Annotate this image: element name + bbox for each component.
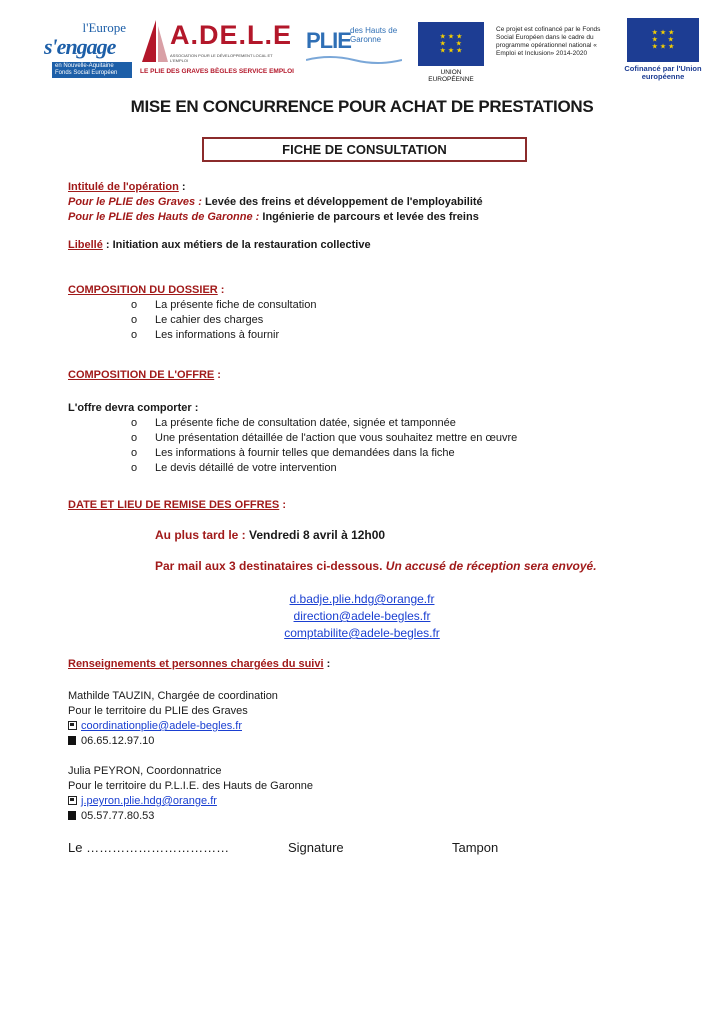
cofinance-text: Ce projet est cofinancé par le Fonds Social Européen dans le cadre du programme opérationnel national « Emploi et Inclusion» 2014-2020	[496, 26, 601, 57]
offre-heading-text: COMPOSITION DE L'OFFRE	[68, 369, 215, 381]
deadline-value: Vendredi 8 avril à 12h00	[249, 528, 386, 542]
list-item: o La présente fiche de consultation	[131, 298, 316, 313]
suivi-heading: Renseignements et personnes chargées du suivi :	[68, 658, 331, 670]
dossier-list	[131, 298, 316, 343]
deadline-line	[155, 528, 385, 543]
eu-flag-logo	[418, 22, 484, 83]
libelle-line: Libellé : Initiation aux métiers de la restauration collective	[68, 239, 371, 251]
email-link[interactable]: comptabilite@adele-begles.fr	[284, 626, 440, 640]
phone-icon	[68, 811, 76, 820]
phone-icon	[68, 736, 76, 745]
libelle-value: Initiation aux métiers de la restauration collective	[112, 239, 371, 251]
plie-logo-name: PLIE	[306, 28, 351, 53]
adele-logo-name: A.DE.L.E	[170, 20, 293, 50]
list-item: o Les informations à fournir telles que demandées dans la fiche	[131, 446, 517, 461]
adele-logo	[140, 16, 294, 82]
europe-sengage-logo	[44, 20, 130, 76]
list-item: o Le cahier des charges	[131, 313, 316, 328]
list-item: o Une présentation détaillée de l'action que vous souhaitez mettre en œuvre	[131, 431, 517, 446]
remise-heading: DATE ET LIEU DE REMISE DES OFFRES :	[68, 499, 286, 511]
stamp-label: Tampon	[452, 840, 499, 855]
contact-name: Julia PEYRON, Coordonnatrice	[68, 765, 222, 777]
offre-list	[131, 416, 517, 476]
suivi-heading-text: Renseignements et personnes chargées du suivi	[68, 658, 324, 670]
plie-logo-suffix: des Hauts de Garonne	[350, 26, 398, 44]
email-link[interactable]: direction@adele-begles.fr	[293, 609, 431, 623]
europe-logo-top: l'Europe	[82, 20, 126, 35]
remise-heading-text: DATE ET LIEU DE REMISE DES OFFRES	[68, 499, 280, 511]
contact-territory: Pour le territoire du PLIE des Graves	[68, 705, 248, 717]
sail-icon	[140, 18, 170, 66]
mail-instructions-text: Par mail aux 3 destinataires ci-dessous.	[155, 559, 383, 573]
contact-phone: 06.65.12.97.10	[81, 735, 155, 747]
eu-cofinance-logo	[622, 18, 704, 84]
graves-value: Levée des freins et développement de l'employabilité	[204, 196, 483, 208]
dossier-heading: COMPOSITION DU DOSSIER :	[68, 284, 225, 296]
hdg-label: Pour le PLIE des Hauts de Garonne :	[68, 211, 260, 223]
mail-instructions	[155, 559, 597, 574]
operation-section: Intitulé de l'opération : Pour le PLIE des Graves : Levée des freins et développement de l'employabilité Pour le PLIE des Hauts de Garonne : Ingénierie de parcours et levée des freins	[68, 181, 483, 223]
europe-logo-big: s'engage	[44, 34, 116, 59]
plie-hdg-logo	[306, 24, 402, 68]
offre-intro: L'offre devra comporter :	[68, 402, 199, 414]
operation-label: Intitulé de l'opération	[68, 181, 179, 193]
contact-card	[68, 764, 313, 824]
adele-logo-tagline: ASSOCIATION POUR LE DÉVELOPPEMENT LOCAL ET L'EMPLOI	[170, 53, 273, 63]
email-link[interactable]: d.badje.plie.hdg@orange.fr	[289, 592, 435, 606]
contact-email-link[interactable]: coordinationplie@adele-begles.fr	[81, 720, 242, 732]
contact-territory: Pour le territoire du P.L.I.E. des Hauts de Garonne	[68, 780, 313, 792]
eu-flag-caption: UNION EUROPÉENNE	[428, 69, 474, 83]
list-item: o La présente fiche de consultation datée, signée et tamponnée	[131, 416, 517, 431]
contact-name: Mathilde TAUZIN, Chargée de coordination	[68, 690, 278, 702]
contact-phone: 05.57.77.80.53	[81, 810, 155, 822]
mail-icon	[68, 796, 77, 805]
date-field: Le ……………………………	[68, 840, 230, 855]
europe-logo-sub: en Nouvelle-Aquitaine Fonds Social Européen	[52, 62, 132, 78]
eu-flag-icon: ★ ★ ★ ★ ★ ★ ★ ★	[418, 22, 484, 66]
mail-instructions-italic: Un accusé de réception sera envoyé.	[385, 559, 597, 573]
logo-bar	[0, 14, 724, 86]
mail-icon	[68, 721, 77, 730]
page-title: MISE EN CONCURRENCE POUR ACHAT DE PRESTATIONS	[130, 97, 594, 116]
offre-heading: COMPOSITION DE L'OFFRE :	[68, 369, 221, 381]
dossier-heading-text: COMPOSITION DU DOSSIER	[68, 284, 218, 296]
libelle-label: Libellé	[68, 239, 103, 251]
deadline-label: Au plus tard le :	[155, 528, 246, 542]
eu-cofinance-caption: Cofinancé par l'Union européenne	[624, 64, 702, 81]
signature-label: Signature	[288, 840, 344, 855]
wave-icon	[306, 54, 402, 64]
hdg-value: Ingénierie de parcours et levée des freins	[262, 211, 479, 223]
email-list	[0, 591, 724, 642]
fiche-title-box: FICHE DE CONSULTATION	[202, 137, 527, 162]
adele-logo-bottom: LE PLIE DES GRAVES BÈGLES SERVICE EMPLOI	[140, 68, 294, 75]
signature-row	[68, 840, 668, 860]
contact-email-link[interactable]: j.peyron.plie.hdg@orange.fr	[81, 795, 217, 807]
graves-label: Pour le PLIE des Graves :	[68, 196, 202, 208]
list-item: o Les informations à fournir	[131, 328, 316, 343]
eu-flag-icon: ★ ★ ★ ★ ★ ★ ★ ★	[627, 18, 699, 62]
contact-card	[68, 689, 278, 749]
list-item: o Le devis détaillé de votre intervention	[131, 461, 517, 476]
